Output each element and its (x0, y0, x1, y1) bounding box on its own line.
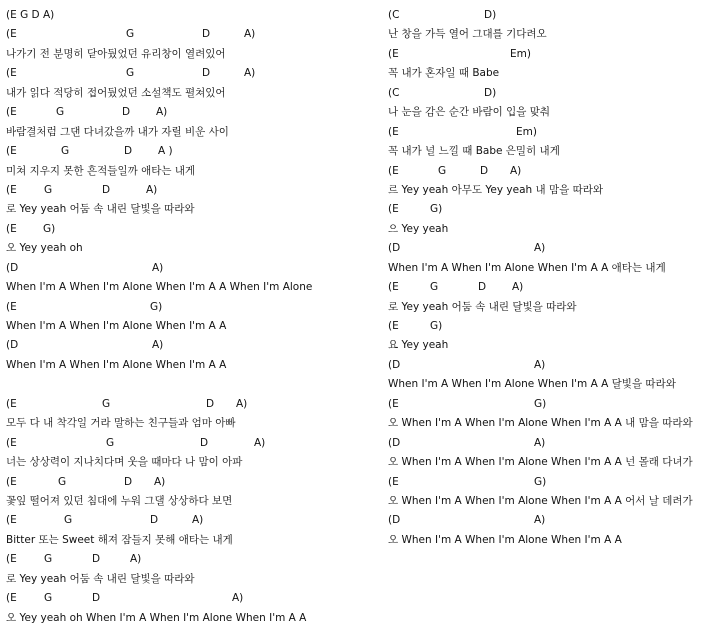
chord: A) (232, 592, 244, 605)
chord: G (56, 106, 65, 119)
lyric-line: 내가 읽다 적당히 접어뒀었던 소설책도 펼쳐있어 (6, 86, 226, 99)
chord: G) (534, 397, 547, 410)
chord: (E (6, 300, 17, 313)
chord-line (388, 6, 716, 25)
chord: (E (6, 475, 17, 488)
chord: A ) (158, 145, 173, 158)
lyric-line: 꼭 내가 널 느낄 때 Babe 은밀히 내게 (388, 145, 560, 158)
chord: A) (534, 436, 546, 449)
chord: G (58, 475, 67, 488)
chord: G) (430, 320, 443, 332)
left-column (6, 6, 378, 628)
chord: G (106, 436, 115, 449)
chord: G (44, 553, 53, 566)
chord: A) (154, 475, 166, 488)
chord-line (6, 220, 378, 239)
chord-line (6, 142, 378, 161)
chord-line (6, 434, 378, 453)
chord: G (102, 397, 111, 410)
chord: (E (6, 222, 17, 235)
chord-line (388, 473, 716, 492)
chord: D (92, 553, 101, 566)
chord: (E (6, 592, 17, 605)
chord-line (388, 162, 716, 181)
chord-line (388, 200, 716, 219)
chord-line (6, 25, 378, 44)
chord: D) (484, 9, 497, 21)
lyric-line: When I'm A When I'm Alone When I'm A A 애타는 내게 (388, 261, 666, 274)
chord: (E (6, 553, 17, 566)
lyric-line: 바람결처럼 그댄 다녀갔을까 내가 자릴 비운 사이 (6, 125, 229, 138)
lyric-line: 나가기 전 분명히 닫아뒀었던 유리창이 열려있어 (6, 47, 226, 60)
lyric-line: 나 눈을 감은 순간 바람이 입을 맞춰 (388, 106, 551, 119)
chord: G (44, 592, 53, 605)
lyric-line: 오 When I'm A When I'm Alone When I'm A A (388, 533, 622, 546)
chord: (E (6, 183, 17, 196)
chord: A) (534, 514, 546, 527)
chord: (E (6, 28, 17, 41)
chord: G (44, 183, 53, 196)
chord: A) (254, 436, 266, 449)
chord: D (202, 28, 211, 41)
chord: A) (130, 553, 142, 566)
chord-line (6, 336, 378, 355)
chord: (E (388, 47, 399, 60)
lyric-line: 요 Yey yeah (388, 339, 449, 352)
chord: D (206, 397, 215, 410)
chord: G (430, 281, 439, 294)
blank-line (6, 375, 378, 394)
chord: (D (6, 261, 19, 274)
chord: (E (6, 436, 17, 449)
chord: (D (388, 358, 401, 371)
chord: G (61, 145, 70, 158)
chord: (D (388, 436, 401, 449)
chord-line (6, 181, 378, 200)
chord: A) (534, 358, 546, 371)
lyric-line: Bitter 또는 Sweet 해져 잠들지 못해 애타는 내게 (6, 533, 233, 546)
chord: D (202, 67, 211, 80)
chord: (E (388, 397, 399, 410)
chord: (E (388, 125, 399, 138)
chord: A) (192, 514, 204, 527)
chord: A) (152, 261, 164, 274)
chord: D) (484, 86, 497, 99)
chord-line (388, 395, 716, 414)
right-column (388, 6, 716, 550)
chord: D (480, 164, 489, 177)
chord-line (6, 550, 378, 569)
chord: D (150, 514, 159, 527)
chord-line (388, 356, 716, 375)
chord: (E (388, 475, 399, 488)
chord: (E (388, 320, 399, 332)
chord-line (6, 298, 378, 317)
chord-line (388, 511, 716, 530)
chord: G (438, 164, 447, 177)
chord-line (6, 64, 378, 83)
chord: G) (430, 203, 443, 216)
lyric-line: 오 When I'm A When I'm Alone When I'm A A 어서 날 데려가 (388, 494, 693, 507)
chord: D (478, 281, 487, 294)
chord-line (388, 317, 716, 336)
chord: (E (6, 145, 17, 158)
chord-line (388, 45, 716, 64)
chord: A) (236, 397, 248, 410)
chord: (D (388, 242, 401, 255)
lyric-line: When I'm A When I'm Alone When I'm A A (6, 358, 227, 371)
lyric-line: 꼭 내가 혼자일 때 Babe (388, 67, 500, 80)
lyric-line: When I'm A When I'm Alone When I'm A A 달빛을 따라와 (388, 378, 676, 391)
chord-line (6, 589, 378, 608)
lyric-line: 미쳐 지우지 못한 흔적들일까 애타는 내게 (6, 164, 196, 177)
chord: (E (388, 164, 399, 177)
lyric-line: 모두 다 내 착각일 거라 말하는 친구들과 엄마 아빠 (6, 417, 236, 430)
lyric-line: 르 Yey yeah 아무도 Yey yeah 내 맘을 따라와 (388, 183, 604, 196)
chord: A) (512, 281, 524, 294)
chord: (E G D A) (6, 9, 55, 21)
chord: G (126, 28, 135, 41)
chord: (C (388, 9, 400, 21)
lyric-line: 오 Yey yeah oh (6, 242, 83, 255)
chord-line (6, 395, 378, 414)
chord: A) (146, 183, 158, 196)
chord: A) (156, 106, 168, 119)
lyric-line: When I'm A When I'm Alone When I'm A A (6, 320, 227, 332)
chord: D (200, 436, 209, 449)
chord: (D (6, 339, 19, 352)
chord: A) (534, 242, 546, 255)
lyric-line: 로 Yey yeah 어둠 속 내린 달빛을 따라와 (388, 300, 577, 313)
chord-line (388, 278, 716, 297)
chord: A) (244, 67, 256, 80)
lyric-line: 꽃잎 떨어져 있던 침대에 누워 그댈 상상하다 보면 (6, 494, 233, 507)
chord-line (6, 473, 378, 492)
chord: D (124, 475, 133, 488)
chord: G) (150, 300, 163, 313)
lyric-line: 오 When I'm A When I'm Alone When I'm A A 내 맘을 따라와 (388, 417, 693, 430)
chord: (D (388, 514, 401, 527)
chord-line (6, 6, 378, 25)
chord: G) (43, 222, 56, 235)
chord-line (388, 123, 716, 142)
chord: G (126, 67, 135, 80)
chord-line (6, 511, 378, 530)
lyric-line: When I'm A When I'm Alone When I'm A A When I'm Alone (6, 281, 313, 294)
chord-line (388, 84, 716, 103)
chord: (E (388, 203, 399, 216)
chord-line (6, 103, 378, 122)
chord-line (388, 434, 716, 453)
lyric-line: 로 Yey yeah 어둠 속 내린 달빛을 따라와 (6, 572, 195, 585)
lyric-line: 난 창을 가득 열어 그대를 기다려오 (388, 28, 547, 41)
chord: (E (388, 281, 399, 294)
chord: D (102, 183, 111, 196)
chord-line (388, 239, 716, 258)
lyric-line: 오 Yey yeah oh When I'm A When I'm Alone When I'm A A (6, 611, 307, 624)
chord: (E (6, 67, 17, 80)
chord: (E (6, 514, 17, 527)
chord: Em) (516, 125, 537, 138)
chord: G (64, 514, 73, 527)
lyric-line: 으 Yey yeah (388, 222, 449, 235)
chord: D (122, 106, 131, 119)
chord: A) (152, 339, 164, 352)
chord: D (92, 592, 101, 605)
lyric-line: 로 Yey yeah 어둠 속 내린 달빛을 따라와 (6, 203, 195, 216)
chord: (C (388, 86, 400, 99)
chord: G) (534, 475, 547, 488)
chord: A) (244, 28, 256, 41)
chord: D (124, 145, 133, 158)
lyric-line: 오 When I'm A When I'm Alone When I'm A A 넌 몰래 다녀가 (388, 456, 693, 469)
chord: Em) (510, 47, 531, 60)
lyric-line: 너는 상상력이 지나치다며 웃을 때마다 나 맘이 아파 (6, 456, 243, 469)
chord: (E (6, 106, 17, 119)
chord: A) (510, 164, 522, 177)
chord: (E (6, 397, 17, 410)
chord-line (6, 259, 378, 278)
